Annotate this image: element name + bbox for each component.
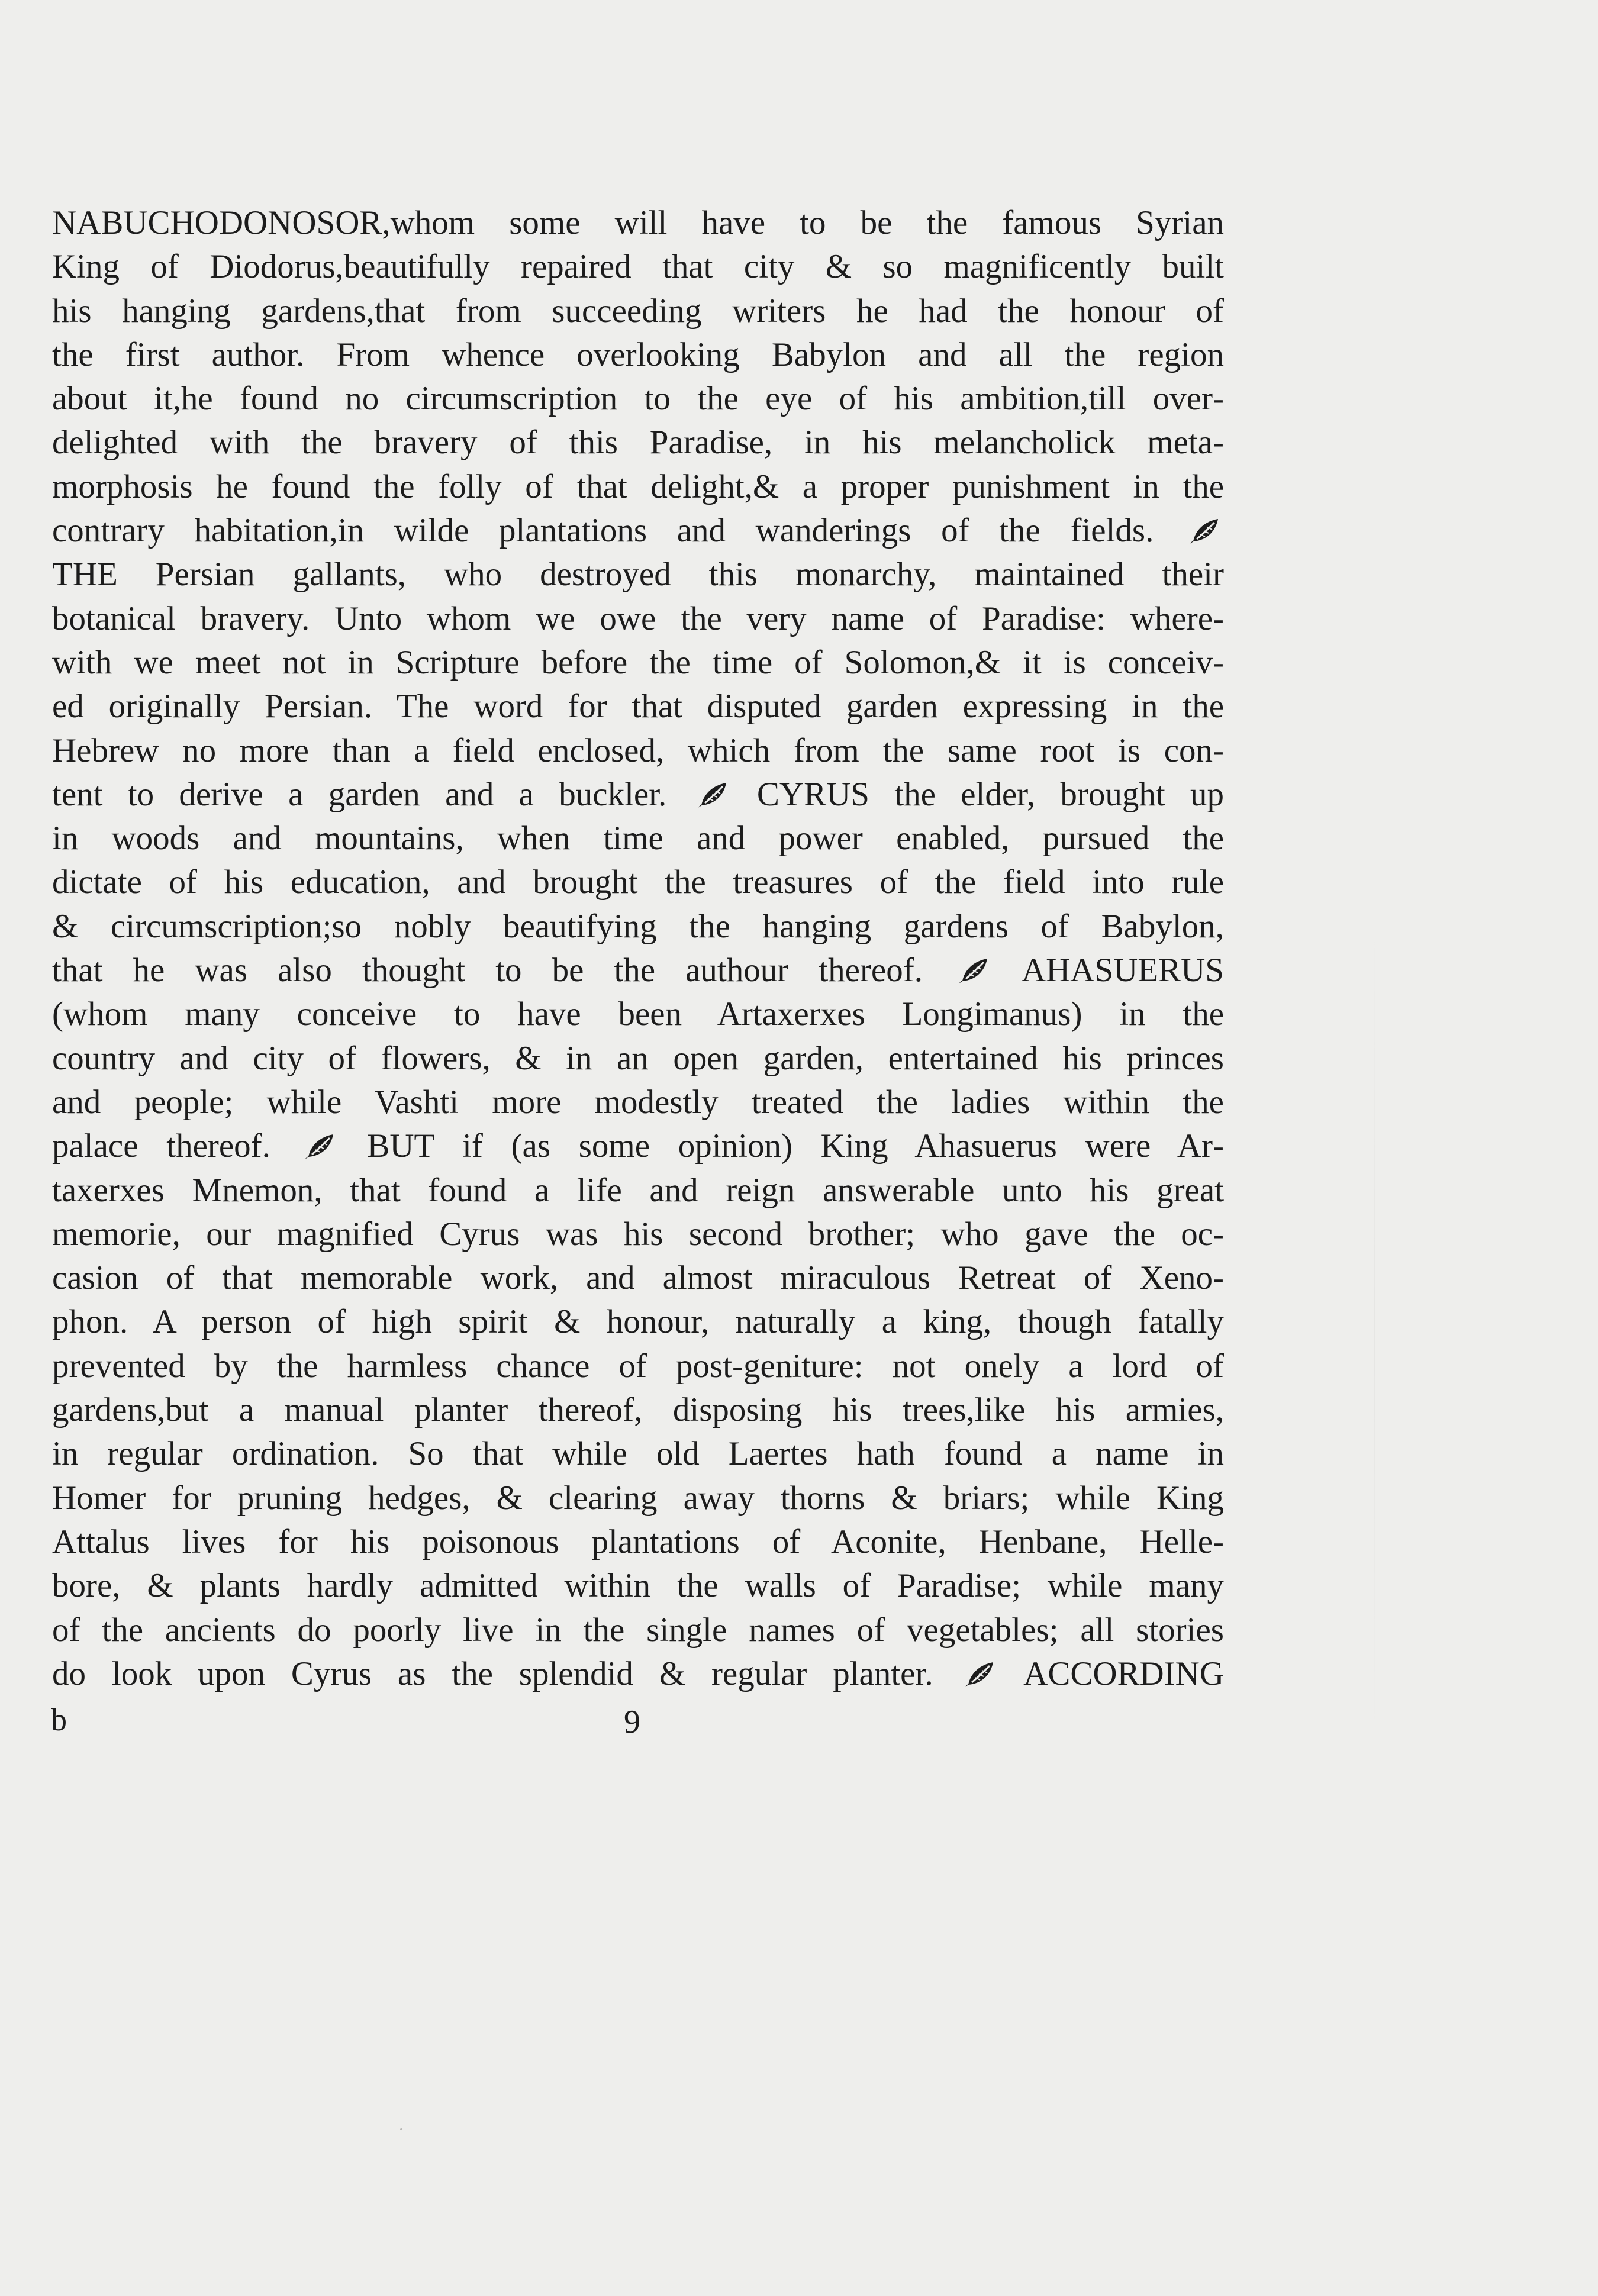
text-line: ed originally Persian. The word for that disputed garden expressing in the	[52, 688, 1224, 725]
text-line: & circumscription;so nobly beautifying the hanging gardens of Babylon,	[52, 907, 1224, 945]
text-line	[52, 949, 1224, 992]
body-text	[52, 201, 1224, 1696]
text-line: memorie, our magnified Cyrus was his second brother; who gave the oc‐	[52, 1215, 1224, 1253]
text-line: with we meet not in Scripture before the time of Solomon,& it is conceiv‐	[52, 643, 1224, 681]
page-number: 9	[624, 1704, 640, 1740]
leaf-fleuron-icon	[302, 1132, 336, 1162]
text-line: botanical bravery. Unto whom we owe the very name of Paradise: where‐	[52, 599, 1224, 637]
text-segment: BUT if (as some opinion) King Ahasuerus were Ar‐	[367, 1127, 1224, 1165]
text-line	[52, 1124, 1224, 1168]
paper-speck	[400, 2128, 402, 2130]
leaf-fleuron-icon	[956, 956, 990, 986]
text-line: country and city of flowers, & in an open garden, entertained his princes	[52, 1039, 1224, 1077]
text-line: gardens,but a manual planter thereof, disposing his trees,like his armies,	[52, 1391, 1224, 1429]
text-line: casion of that memorable work, and almost miraculous Retreat of Xeno‐	[52, 1259, 1224, 1297]
text-line: NABUCHODONOSOR,whom some will have to be the famous Syrian	[52, 204, 1224, 241]
text-line: prevented by the harmless chance of post-geniture: not onely a lord of	[52, 1347, 1224, 1385]
text-line: about it,he found no circumscription to the eye of his ambition,till over‐	[52, 380, 1224, 418]
text-line: and people; while Vashti more modestly treated the ladies within the	[52, 1083, 1224, 1121]
text-line: Hebrew no more than a field enclosed, which from the same root is con‐	[52, 731, 1224, 769]
text-line: phon. A person of high spirit & honour, naturally a king, though fatally	[52, 1303, 1224, 1341]
text-line: of the ancients do poorly live in the single names of vegetables; all stories	[52, 1611, 1224, 1649]
text-line	[52, 1652, 1224, 1696]
signature-mark: b	[51, 1702, 67, 1737]
text-segment: palace thereof.	[52, 1127, 270, 1165]
text-segment: that he was also thought to be the authour thereof.	[52, 952, 923, 989]
leaf-fleuron-icon	[962, 1660, 995, 1689]
text-segment: AHASUERUS	[1021, 952, 1225, 989]
text-line: Homer for pruning hedges, & clearing away thorns & briars; while King	[52, 1479, 1224, 1517]
text-segment: tent to derive a garden and a buckler.	[52, 775, 667, 813]
text-line: the first author. From whence overlooking Babylon and all the region	[52, 336, 1224, 373]
text-line: Attalus lives for his poisonous plantations of Aconite, Henbane, Helle‐	[52, 1523, 1224, 1560]
text-line: in woods and mountains, when time and power enabled, pursued the	[52, 820, 1224, 857]
leaf-fleuron-icon	[695, 781, 729, 810]
text-line: his hanging gardens,that from succeeding writers he had the honour of	[52, 292, 1224, 330]
leaf-fleuron-icon	[1187, 517, 1220, 546]
page-fold-shadow	[1374, 917, 1375, 1746]
text-line: bore, & plants hardly admitted within the walls of Paradise; while many	[52, 1567, 1224, 1605]
text-line: morphosis he found the folly of that delight,& a proper punishment in the	[52, 467, 1224, 505]
text-segment: do look upon Cyrus as the splendid & regular planter.	[52, 1655, 933, 1692]
text-line	[52, 773, 1224, 817]
text-line: (whom many conceive to have been Artaxerxes Longimanus) in the	[52, 995, 1224, 1033]
text-line	[52, 509, 1224, 553]
text-line: THE Persian gallants, who destroyed this monarchy, maintained their	[52, 556, 1224, 594]
text-segment: contrary habitation,in wilde plantations and wanderings of the fields.	[52, 512, 1154, 550]
text-line: dictate of his education, and brought the treasures of the field into rule	[52, 863, 1224, 901]
text-line: King of Diodorus,beautifully repaired that city & so magnificently built	[52, 248, 1224, 286]
text-line: taxerxes Mnemon, that found a life and reign answerable unto his great	[52, 1171, 1224, 1209]
text-line: in regular ordination. So that while old Laertes hath found a name in	[52, 1435, 1224, 1473]
text-line: delighted with the bravery of this Paradise, in his melancholick meta‐	[52, 424, 1224, 462]
catchword: ACCORDING	[1023, 1655, 1225, 1692]
text-segment: CYRUS the elder, brought up	[756, 775, 1224, 813]
